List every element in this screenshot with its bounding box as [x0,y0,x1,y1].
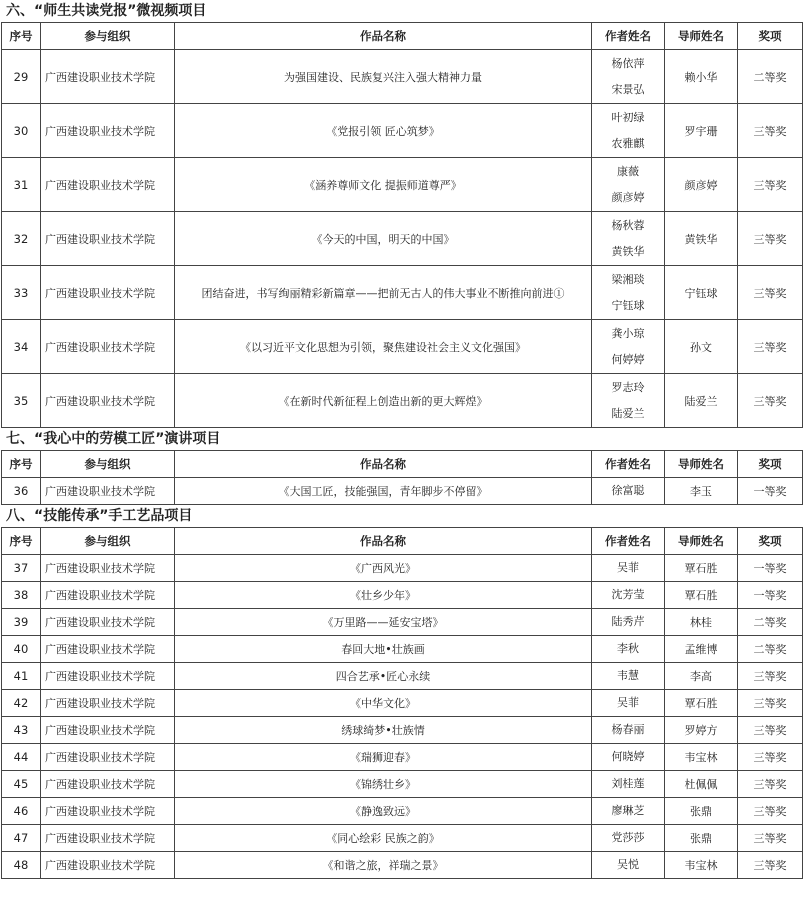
column-header: 作者姓名 [592,528,665,555]
mentor-name-cell: 黄铁华 [665,212,738,266]
mentor-name-cell: 赖小华 [665,50,738,104]
column-header: 序号 [2,451,41,478]
mentor-name-cell: 颜彦婷 [665,158,738,212]
mentor-name-cell: 李玉 [665,478,738,505]
serial-number-cell: 47 [2,825,41,852]
award-cell: 三等奖 [738,158,803,212]
column-header: 序号 [2,528,41,555]
author-name: 廖琳芝 [611,804,645,817]
award-table [1,450,803,505]
organization-cell: 广西建设职业技术学院 [41,744,175,771]
award-table [1,527,803,879]
author-names-cell [592,609,665,636]
author-names-cell [592,212,665,266]
work-title-cell: 《中华文化》 [175,690,592,717]
work-title-cell: 《今天的中国，明天的中国》 [175,212,592,266]
author-name: 李秋 [617,642,639,655]
table-row [2,555,803,582]
serial-number-cell: 31 [2,158,41,212]
column-header: 导师姓名 [665,528,738,555]
serial-number-cell: 41 [2,663,41,690]
organization-cell: 广西建设职业技术学院 [41,852,175,879]
table-row [2,636,803,663]
table-row [2,104,803,158]
author-name: 叶初绿 [611,110,645,124]
author-name: 梁湘琰 [611,272,645,286]
organization-cell: 广西建设职业技术学院 [41,609,175,636]
organization-cell: 广西建设职业技术学院 [41,478,175,505]
work-title-cell: 《在新时代新征程上创造出新的更大辉煌》 [175,374,592,428]
author-names-cell [592,582,665,609]
award-cell: 三等奖 [738,266,803,320]
section-title: 六、“师生共读党报”微视频项目 [6,3,207,19]
work-title-cell: 《同心绘彩 民族之韵》 [175,825,592,852]
award-cell: 二等奖 [738,609,803,636]
award-table [1,22,803,428]
table-row [2,744,803,771]
organization-cell: 广西建设职业技术学院 [41,212,175,266]
serial-number-cell: 36 [2,478,41,505]
table-row [2,158,803,212]
work-title-cell: 《静逸致远》 [175,798,592,825]
column-header: 导师姓名 [665,23,738,50]
author-names-cell [592,663,665,690]
author-names-cell [592,852,665,879]
award-cell: 三等奖 [738,374,803,428]
serial-number-cell: 48 [2,852,41,879]
mentor-name-cell: 韦宝林 [665,852,738,879]
work-title-cell: 《以习近平文化思想为引领，聚焦建设社会主义文化强国》 [175,320,592,374]
author-names-cell [592,374,665,428]
author-names-cell [592,744,665,771]
author-name: 韦慧 [617,669,639,682]
table-row [2,582,803,609]
column-header: 作者姓名 [592,23,665,50]
award-cell: 三等奖 [738,690,803,717]
author-name: 陆秀芹 [611,615,645,628]
column-header: 参与组织 [41,528,175,555]
table-header-row [2,451,803,478]
organization-cell: 广西建设职业技术学院 [41,690,175,717]
organization-cell: 广西建设职业技术学院 [41,50,175,104]
serial-number-cell: 42 [2,690,41,717]
organization-cell: 广西建设职业技术学院 [41,771,175,798]
organization-cell: 广西建设职业技术学院 [41,798,175,825]
author-name: 康薇 [617,164,639,178]
serial-number-cell: 35 [2,374,41,428]
award-cell: 三等奖 [738,825,803,852]
author-name: 何婷婷 [611,352,645,366]
mentor-name-cell: 孙文 [665,320,738,374]
mentor-name-cell: 陆爱兰 [665,374,738,428]
table-row [2,320,803,374]
mentor-name-cell: 宁钰球 [665,266,738,320]
award-cell: 一等奖 [738,555,803,582]
author-names-cell [592,478,665,505]
award-cell: 三等奖 [738,771,803,798]
award-cell: 二等奖 [738,636,803,663]
serial-number-cell: 33 [2,266,41,320]
organization-cell: 广西建设职业技术学院 [41,374,175,428]
column-header: 作品名称 [175,23,592,50]
column-header: 参与组织 [41,451,175,478]
mentor-name-cell: 罗宇珊 [665,104,738,158]
author-name: 农雅麒 [611,136,645,150]
work-title-cell: 《广西风光》 [175,555,592,582]
column-header: 参与组织 [41,23,175,50]
author-name: 何晓婷 [611,750,645,763]
serial-number-cell: 29 [2,50,41,104]
author-names-cell [592,636,665,663]
table-row [2,609,803,636]
serial-number-cell: 44 [2,744,41,771]
mentor-name-cell: 李高 [665,663,738,690]
award-cell: 三等奖 [738,320,803,374]
mentor-name-cell: 韦宝林 [665,744,738,771]
organization-cell: 广西建设职业技术学院 [41,582,175,609]
work-title-cell: 《锦绣壮乡》 [175,771,592,798]
author-name: 沈芳莹 [611,588,645,601]
award-cell: 三等奖 [738,663,803,690]
award-cell: 三等奖 [738,744,803,771]
column-header: 奖项 [738,528,803,555]
author-names-cell [592,825,665,852]
table-row [2,798,803,825]
section-title: 七、“我心中的劳模工匠”演讲项目 [6,431,221,447]
table-header-row [2,528,803,555]
work-title-cell: 《和谐之旅，祥瑞之景》 [175,852,592,879]
work-title-cell: 团结奋进，书写绚丽精彩新篇章——把前无古人的伟大事业不断推向前进① [175,266,592,320]
award-cell: 二等奖 [738,50,803,104]
author-names-cell [592,690,665,717]
author-name: 徐富聪 [611,484,645,497]
serial-number-cell: 38 [2,582,41,609]
work-title-cell: 《万里路——延安宝塔》 [175,609,592,636]
table-row [2,690,803,717]
work-title-cell: 《瑞狮迎春》 [175,744,592,771]
table-row [2,212,803,266]
organization-cell: 广西建设职业技术学院 [41,825,175,852]
organization-cell: 广西建设职业技术学院 [41,636,175,663]
table-row [2,771,803,798]
column-header: 作者姓名 [592,451,665,478]
column-header: 导师姓名 [665,451,738,478]
work-title-cell: 四合艺承•匠心永续 [175,663,592,690]
table-header-row [2,23,803,50]
organization-cell: 广西建设职业技术学院 [41,104,175,158]
mentor-name-cell: 覃石胜 [665,555,738,582]
table-row [2,717,803,744]
serial-number-cell: 32 [2,212,41,266]
work-title-cell: 绣球绮梦•壮族情 [175,717,592,744]
work-title-cell: 春回大地•壮族画 [175,636,592,663]
award-cell: 三等奖 [738,852,803,879]
work-title-cell: 为强国建设、民族复兴注入强大精神力量 [175,50,592,104]
mentor-name-cell: 罗婷方 [665,717,738,744]
column-header: 作品名称 [175,451,592,478]
table-row [2,266,803,320]
section-title: 八、“技能传承”手工艺品项目 [6,508,193,524]
serial-number-cell: 30 [2,104,41,158]
award-cell: 三等奖 [738,104,803,158]
author-name: 龚小琼 [611,326,645,340]
author-names-cell [592,771,665,798]
author-name: 宋景弘 [611,82,645,96]
author-name: 杨依萍 [611,56,645,70]
author-name: 吴悦 [617,858,639,871]
author-name: 陆爱兰 [611,406,645,420]
author-name: 罗志玲 [611,380,645,394]
work-title-cell: 《涵养尊师文化 提振师道尊严》 [175,158,592,212]
award-cell: 三等奖 [738,212,803,266]
author-names-cell [592,266,665,320]
column-header: 作品名称 [175,528,592,555]
serial-number-cell: 45 [2,771,41,798]
author-name: 吴菲 [617,696,639,709]
column-header: 序号 [2,23,41,50]
mentor-name-cell: 林桂 [665,609,738,636]
work-title-cell: 《壮乡少年》 [175,582,592,609]
organization-cell: 广西建设职业技术学院 [41,266,175,320]
column-header: 奖项 [738,23,803,50]
table-row [2,50,803,104]
author-name: 宁钰球 [611,298,645,312]
author-name: 党莎莎 [611,831,645,844]
award-cell: 三等奖 [738,717,803,744]
serial-number-cell: 46 [2,798,41,825]
organization-cell: 广西建设职业技术学院 [41,320,175,374]
author-name: 颜彦婷 [611,190,645,204]
serial-number-cell: 37 [2,555,41,582]
organization-cell: 广西建设职业技术学院 [41,158,175,212]
organization-cell: 广西建设职业技术学院 [41,663,175,690]
author-name: 黄铁华 [611,244,645,258]
organization-cell: 广西建设职业技术学院 [41,555,175,582]
table-row [2,663,803,690]
serial-number-cell: 39 [2,609,41,636]
mentor-name-cell: 张鼎 [665,798,738,825]
mentor-name-cell: 张鼎 [665,825,738,852]
mentor-name-cell: 覃石胜 [665,690,738,717]
author-names-cell [592,555,665,582]
organization-cell: 广西建设职业技术学院 [41,717,175,744]
table-row [2,825,803,852]
serial-number-cell: 34 [2,320,41,374]
author-names-cell [592,158,665,212]
award-cell: 三等奖 [738,798,803,825]
author-name: 吴菲 [617,561,639,574]
mentor-name-cell: 杜佩佩 [665,771,738,798]
work-title-cell: 《党报引领 匠心筑梦》 [175,104,592,158]
author-name: 杨秋蓉 [611,218,645,232]
award-cell: 一等奖 [738,582,803,609]
mentor-name-cell: 孟维博 [665,636,738,663]
serial-number-cell: 40 [2,636,41,663]
column-header: 奖项 [738,451,803,478]
mentor-name-cell: 覃石胜 [665,582,738,609]
author-names-cell [592,717,665,744]
award-cell: 一等奖 [738,478,803,505]
table-row [2,478,803,505]
serial-number-cell: 43 [2,717,41,744]
author-names-cell [592,104,665,158]
author-names-cell [592,320,665,374]
author-name: 杨春丽 [611,723,645,736]
author-name: 刘桂莲 [611,777,645,790]
table-row [2,852,803,879]
author-names-cell [592,50,665,104]
work-title-cell: 《大国工匠，技能强国，青年脚步不停留》 [175,478,592,505]
author-names-cell [592,798,665,825]
table-row [2,374,803,428]
